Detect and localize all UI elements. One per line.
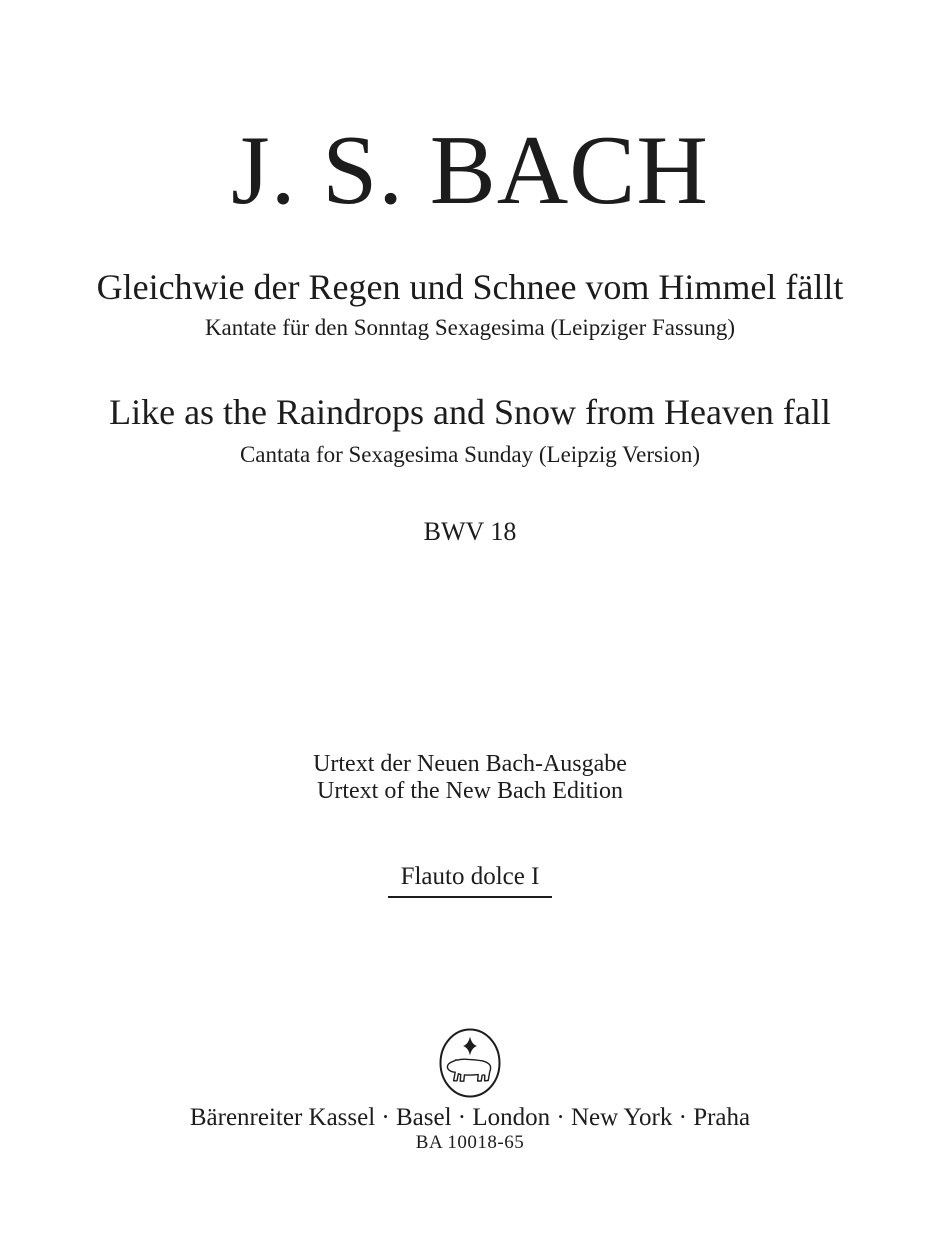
composer-name: J. S. BACH — [231, 116, 709, 225]
star-icon — [463, 1037, 477, 1056]
part-name-container — [0, 863, 940, 898]
edition-number: BA 10018-65 — [415, 1132, 525, 1153]
work-number: BWV 18 — [423, 517, 517, 546]
work-subtitle-english: Cantata for Sexagesima Sunday (Leipzig Version) — [239, 442, 701, 467]
work-title-german: Gleichwie der Regen und Schnee vom Himmel fällt — [96, 267, 844, 307]
publisher-cities-line: Bärenreiter Kassel · Basel · London · New York · Praha — [189, 1104, 751, 1131]
urtext-note-english: Urtext of the New Bach Edition — [317, 778, 623, 804]
part-name: Flauto dolce I — [388, 863, 553, 898]
urtext-note-german: Urtext der Neuen Bach-Ausgabe — [313, 751, 627, 777]
publisher-logo — [0, 1027, 940, 1104]
work-subtitle-german: Kantate für den Sonntag Sexagesima (Leipziger Fassung) — [204, 315, 736, 340]
bear-icon — [447, 1059, 490, 1081]
work-title-english: Like as the Raindrops and Snow from Heaven fall — [109, 392, 831, 432]
bear-and-star-emblem-icon — [438, 1027, 502, 1099]
